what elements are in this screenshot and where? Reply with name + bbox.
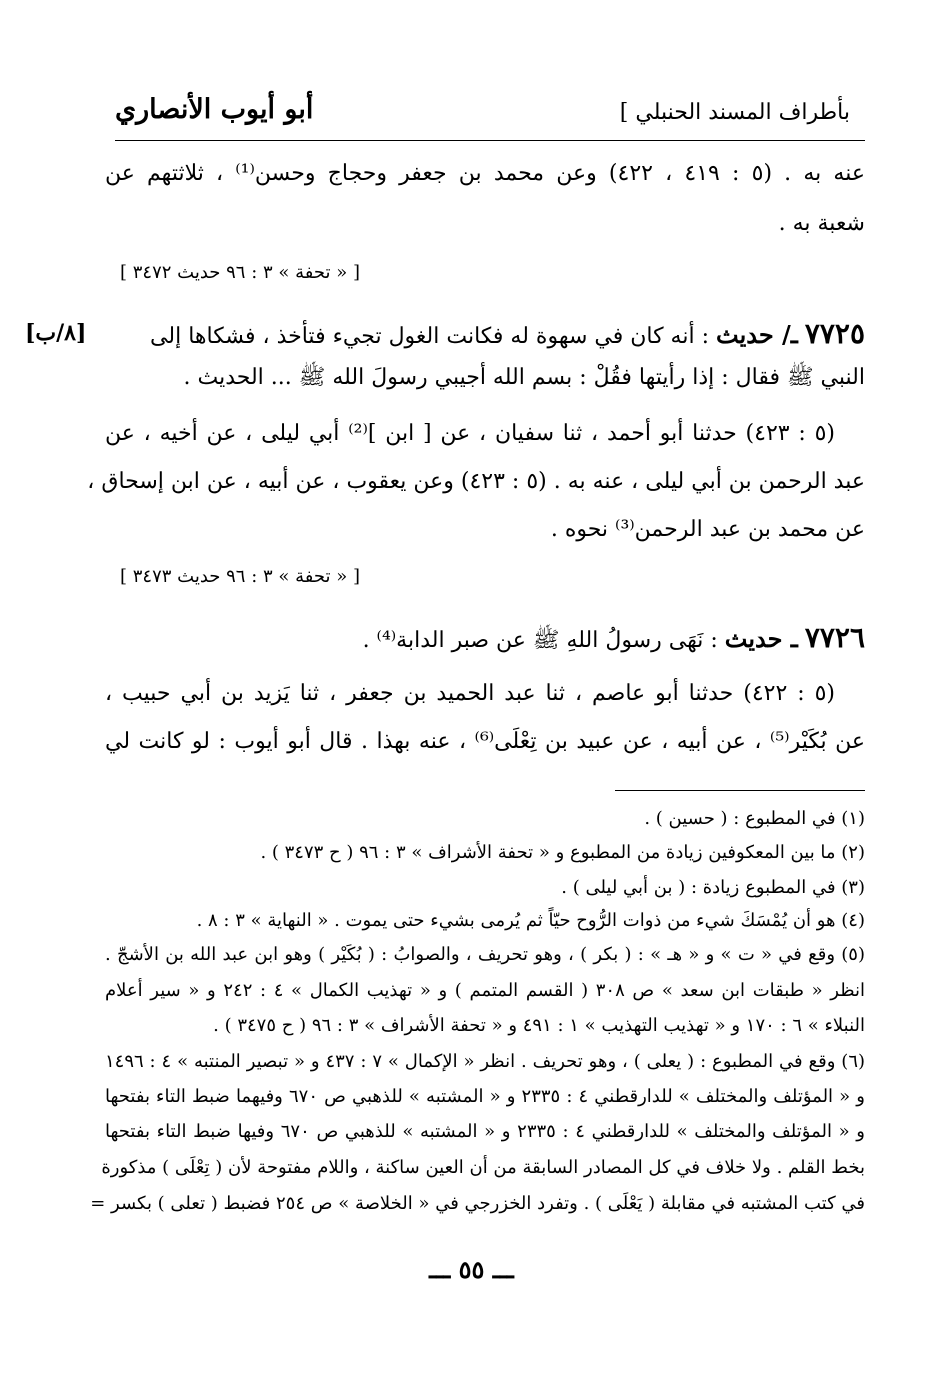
footnote: (٤) هو أن يُمْسَكَ شيء من ذوات الرُّوح حيّاً ثم يُرمى بشيء حتى يموت . « النهاية » ٣ : ٨ . (196, 910, 865, 931)
hadith-keyword: ـ/ حديث (716, 320, 798, 349)
body-line: عنه به . (٥ : ٤١٩ ، ٤٢٢) وعن محمد بن جعفر وحجاج وحسن⁽¹⁾ ، ثلاثتهم عن (105, 161, 865, 186)
isnad-line: (٥ : ٤٢٣) حدثنا أبو أحمد ، ثنا سفيان ، عن [ ابن ]⁽²⁾ أبي ليلى ، عن أخيه ، عن (105, 421, 836, 446)
book-title: بأطراف المسند الحنبلي ] (619, 100, 850, 125)
header-rule (115, 140, 865, 141)
footnote: النبلاء » ٦ : ١٧٠ و « تهذيب التهذيب » ١ : ٤٩١ و « تحفة الأشراف » ٣ : ٩٦ ( ح ٣٤٧٥ ) . (213, 1015, 865, 1036)
isnad-line: (٥ : ٤٢٢) حدثنا أبو عاصم ، ثنا عبد الحميد بن جعفر ، ثنا يَزيد بن أبي حبيب ، (105, 681, 835, 706)
body-line: شعبة به . (778, 211, 865, 236)
footnote: و « المؤتلف والمختلف » للدارقطني ٤ : ٢٣٣٥ و « المشتبه » للذهبي ص ٦٧٠ وفيهما ضبط التاء بفتحها (105, 1086, 865, 1107)
isnad-line: عبد الرحمن بن أبي ليلى ، عنه به . (٥ : ٤٢٣) وعن يعقوب ، عن أبيه ، عن ابن إسحاق ، (87, 469, 865, 494)
hadith-keyword: ـ حديث (724, 624, 798, 653)
tuhfa-reference: [ « تحفة » ٣ : ٩٦ حديث ٣٤٧٢ ] (120, 262, 360, 283)
manuscript-folio-note: [٨/ب] (25, 320, 87, 346)
running-header (115, 92, 850, 136)
footnote: بخط القلم . ولا خلاف في كل المصادر السابقة من أن العين ساكنة ، واللام مفتوحة لأن ( تِعْلَى ) مذكورة (101, 1157, 865, 1178)
footnote: (١) في المطبوع : ( حسين ) . (644, 808, 865, 829)
isnad-line: عن محمد بن عبد الرحمن⁽³⁾ نحوه . (550, 517, 865, 542)
hadith-text: : نَهَى رسولُ اللهِ ﷺ عن صبر الدابة⁽⁴⁾ . (362, 628, 718, 653)
section-title: أبو أيوب الأنصاري (115, 94, 314, 125)
hadith-number: ٧٧٢٥ (804, 317, 865, 350)
footnote: (٦) وقع في المطبوع : ( يعلى ) ، وهو تحريف . انظر « الإكمال » ٧ : ٤٣٧ و « تبصير المنتبه » ٤ : ١٤٩٦ (105, 1051, 866, 1072)
hadith-number: ٧٧٢٦ (804, 621, 865, 654)
footnote-separator (615, 790, 865, 791)
isnad-line: عن بُكَيْر⁽⁵⁾ ، عن أبيه ، عن عبيد بن تِعْلَى⁽⁶⁾ ، عنه بهذا . قال أبو أيوب : لو كانت لي (105, 729, 865, 754)
footnote: انظر « طبقات ابن سعد » ص ٣٠٨ ( القسم المتمم ) و « تهذيب الكمال » ٤ : ٢٤٢ و « سير أعلام (105, 980, 865, 1001)
hadith-text: النبي ﷺ فقال : إذا رأيتها فقُلْ : بسم الله أجيبي رسولَ الله ﷺ ... الحديث . (183, 365, 865, 390)
hadith-heading (105, 620, 865, 656)
footnote: (٥) وقع في « ت » و « هـ » : ( بكر ) ، وهو تحريف ، والصوابُ : ( بُكَيْر ) وهو ابن عبد الله بن الأشجّ . (105, 944, 865, 965)
footnote: في كتب المشتبه في مقابلة ( يَعْلَى ) . وتفرد الخزرجي في « الخلاصة » ص ٢٥٤ فضبط ( تعلى ) بكسر = (90, 1193, 865, 1214)
page-number: ـــ ٥٥ ـــ (429, 1255, 514, 1284)
footnote: (٣) في المطبوع زيادة : ( بن أبي ليلى ) . (561, 877, 865, 898)
tuhfa-reference: [ « تحفة » ٣ : ٩٦ حديث ٣٤٧٣ ] (120, 566, 360, 587)
hadith-heading (150, 316, 865, 352)
hadith-text: : أنه كان في سهوة له فكانت الغول تجيء فتأخذ ، فشكاها إلى (150, 324, 709, 349)
footnote: (٢) ما بين المعكوفين زيادة من المطبوع و « تحفة الأشراف » ٣ : ٩٦ ( ح ٣٤٧٣ ) . (260, 842, 865, 863)
footnote: و « المؤتلف والمختلف » للدارقطني ٤ : ٢٣٣٥ و « المشتبه » للذهبي ص ٦٧٠ وفيها ضبط التاء بفتحها (105, 1121, 865, 1142)
